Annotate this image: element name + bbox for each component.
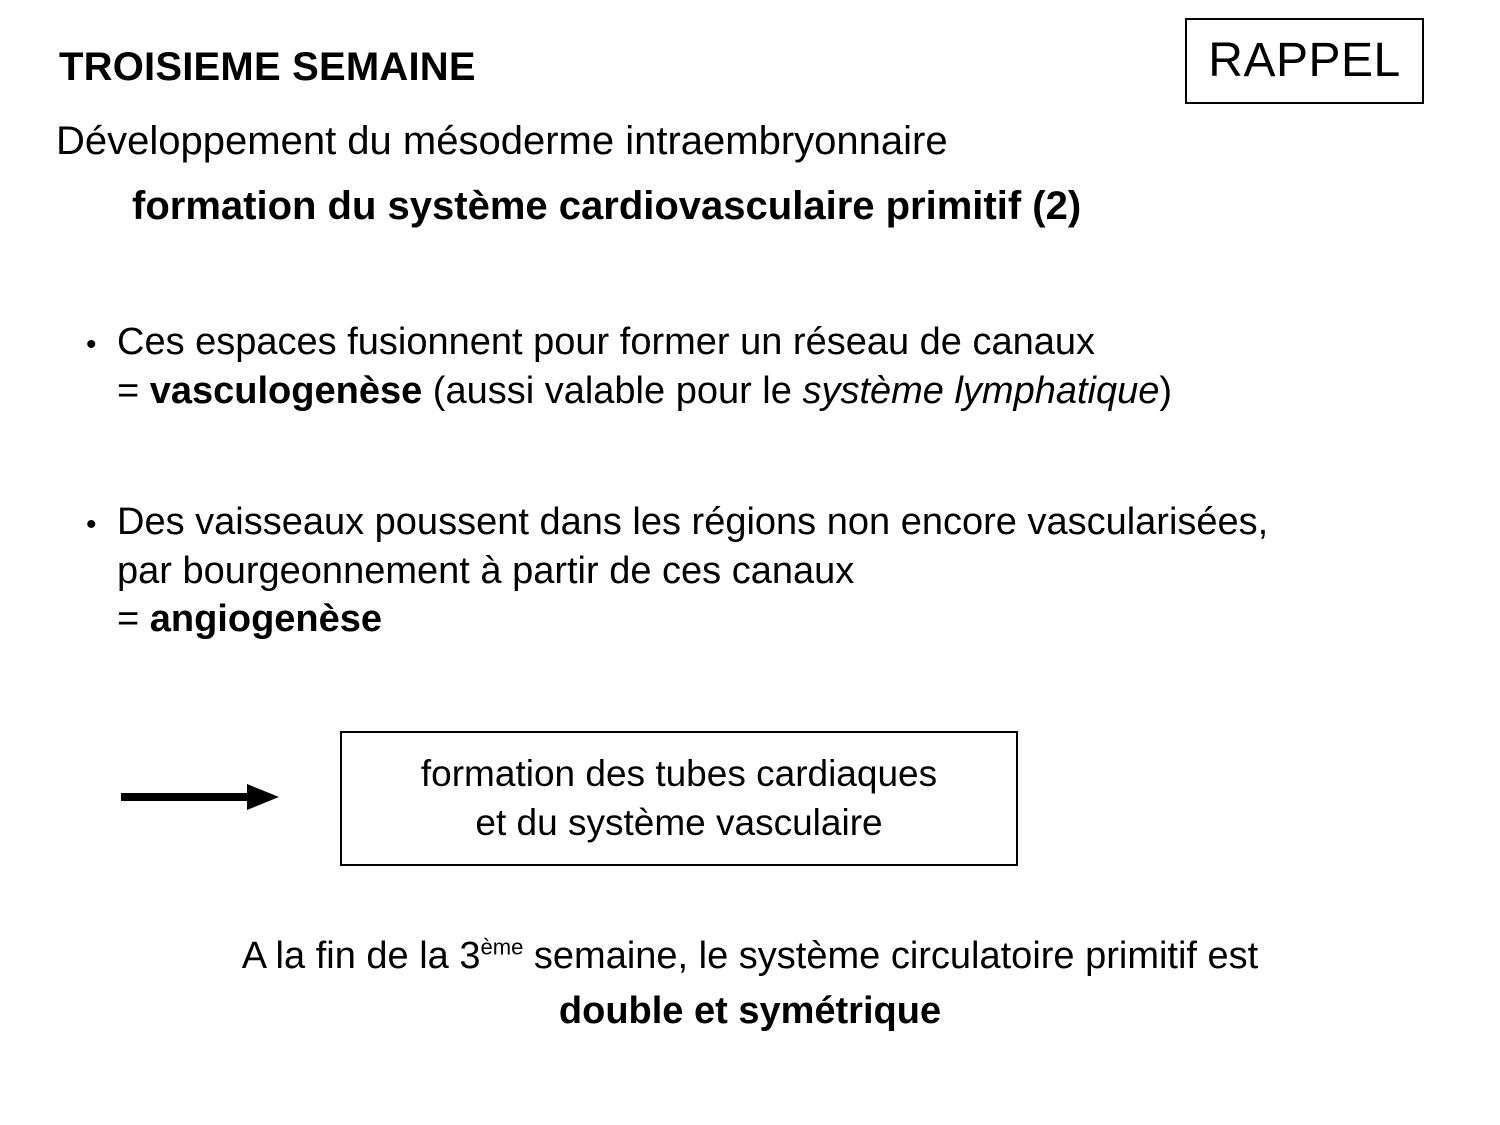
bullet-2-line-2-text: par bourgeonnement à partir de ces canaux [117, 549, 855, 592]
rappel-badge-label: RAPPEL [1208, 34, 1401, 87]
bullet-1-line-2-middle: (aussi valable pour le [422, 369, 803, 412]
closing-text-after-superscript: semaine, le système circulatoire primitif est [523, 935, 1259, 977]
bullet-2-line-3-prefix: = [117, 598, 150, 641]
bullet-item-vasculogenese [86, 318, 1172, 415]
bullet-line [86, 498, 1268, 547]
closing-line-2-emphasis: double et symétrique [558, 990, 942, 1033]
result-box-line-1: formation des tubes cardiaques [420, 753, 938, 795]
bullet-1-line-2-suffix: ) [1159, 369, 1173, 412]
bullet-line [86, 367, 1172, 416]
closing-statement [0, 932, 1500, 1037]
bullet-1-line-2-prefix: = [117, 369, 150, 412]
bullet-2-line-1-text: Des vaisseaux poussent dans les régions non encore vascularisées, [117, 501, 1269, 543]
term-vasculogenese: vasculogenèse [149, 369, 423, 412]
result-callout-box [340, 731, 1018, 866]
subtitle-line-1: Développement du mésoderme intraembryonnaire [56, 119, 948, 163]
result-box-line-2: et du système vasculaire [475, 801, 883, 843]
rappel-badge [1185, 18, 1424, 104]
bullet-item-angiogenese [86, 498, 1268, 644]
term-systeme-lymphatique: système lymphatique [802, 369, 1160, 412]
term-angiogenese: angiogenèse [149, 598, 383, 641]
bullet-line [86, 595, 1268, 644]
bullet-point-icon: • [86, 508, 97, 541]
bullet-point-icon: • [86, 328, 97, 361]
closing-line-1 [0, 932, 1500, 981]
ordinal-superscript: ème [480, 934, 524, 960]
bullet-1-line-1-text: Ces espaces fusionnent pour former un réseau de canaux [117, 321, 1096, 363]
subtitle-line-2: formation du système cardiovasculaire primitif (2) [132, 184, 1082, 228]
page-title: TROISIEME SEMAINE [59, 45, 476, 89]
bullet-line [86, 318, 1172, 367]
bullet-line [86, 547, 1268, 596]
right-arrow-icon [121, 781, 279, 813]
closing-text-before-superscript: A la fin de la 3 [241, 935, 481, 977]
